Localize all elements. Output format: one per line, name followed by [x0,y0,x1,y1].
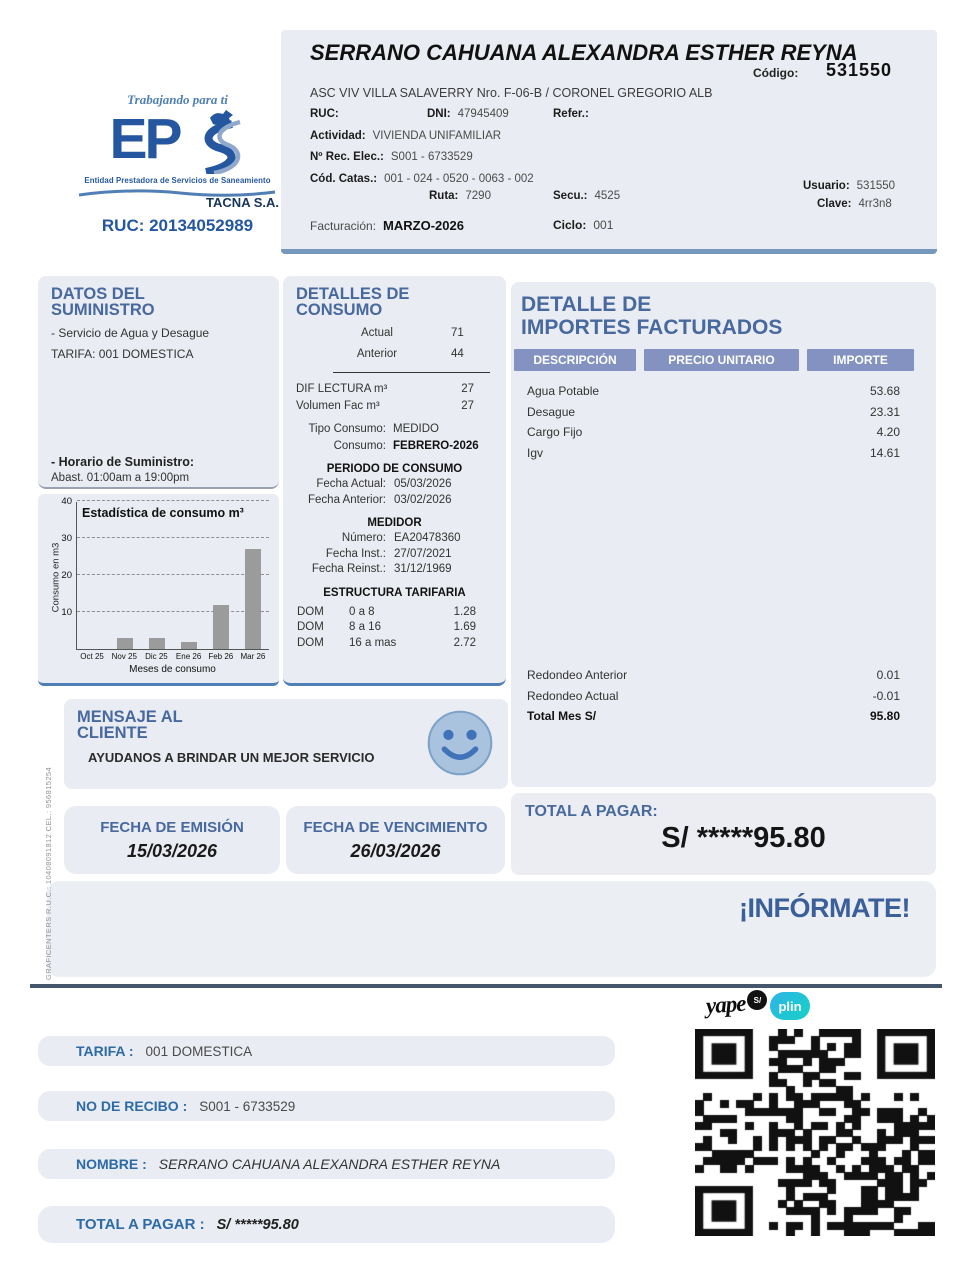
estructura-cell: 0 a 8 [349,605,375,618]
estructura-cell: DOM [297,621,324,634]
detalles-consumo-panel [283,276,506,686]
codigo-label: Código: [753,66,799,80]
payment-qr-code [695,1029,935,1236]
fecha-inst-row [283,547,506,563]
tipo-value: MEDIDO [393,423,439,436]
informate-panel [47,881,936,977]
fecha-anterior-value: 03/02/2026 [394,493,452,506]
stub-tarifa-label: TARIFA : [76,1043,134,1059]
importe-summary-label: Total Mes S/ [527,709,597,724]
secu-value: 4525 [594,190,621,202]
importe-summary-row [511,665,936,686]
datos-title-line1: DATOS DEL [51,285,145,303]
tipo-label: Tipo Consumo: [308,423,386,436]
consumo-label: Consumo: [333,440,386,453]
datos-title-line2: SUMINISTRO [51,300,155,319]
horario-label: - Horario de Suministro: [51,455,195,470]
estructura-cell: DOM [297,636,324,649]
ruc-label: RUC: [310,108,339,120]
printer-credit-vertical-text: GRAFICENTERS R.U.C.: 10408091812 CEL.: 956815254 [44,766,53,980]
consumo-mes-row [283,439,506,454]
chart-x-tick-label: Dic 25 [145,652,168,661]
chart-x-tick-label: Oct 25 [80,652,104,661]
field-refer [553,108,589,120]
chart-bar-slot [173,642,205,649]
anterior-label: Anterior [356,348,398,361]
catas-label: Cód. Catas.: [310,173,378,185]
lectura-divider [333,372,490,373]
secu-label: Secu.: [553,190,588,202]
estructura-cell: DOM [297,605,324,618]
stub-tarifa-row [38,1036,615,1066]
fecha-emision-value: 15/03/2026 [126,841,218,861]
fecha-anterior-label: Fecha Anterior: [308,493,386,506]
chart-bar-slot [141,638,173,649]
refer-label: Refer.: [553,108,589,120]
chart-bar [117,638,133,649]
chart-x-tick-label: Feb 26 [208,652,234,661]
tarifa-line: TARIFA: 001 DOMESTICA [51,347,194,362]
field-ruc [310,108,339,120]
estructura-cell: 1.28 [453,605,476,618]
importe-summary-label: Redondeo Anterior [527,668,628,683]
importe-summary-value: 0.01 [876,668,900,683]
yape-wordmark: yape [705,990,747,1019]
stub-tarifa-value: 001 DOMESTICA [145,1043,253,1059]
numero-value: EA20478360 [394,532,461,545]
estructura-cell: 8 a 16 [349,621,381,634]
fecha-emision-label: FECHA DE EMISIÓN [100,819,244,836]
smiley-face-icon [426,709,494,782]
chart-bars [77,549,269,649]
dif-value: 27 [461,383,474,396]
stub-recibo-row [38,1091,615,1121]
fecha-vencimiento-value: 26/03/2026 [350,841,441,861]
usuario-label: Usuario: [803,180,850,192]
stub-recibo-value: S001 - 6733529 [199,1098,296,1114]
vol-value: 27 [461,400,474,413]
codigo-value: 531550 [826,60,893,80]
field-secuencia [553,190,620,202]
importe-summary-row [511,706,936,727]
logo-company-name: TACNA S.A. [206,195,279,210]
col-header-precio-unitario: PRECIO UNITARIO [644,349,799,371]
periodo-title: PERIODO DE CONSUMO [326,463,463,476]
chart-bar-slot [109,638,141,649]
estructura-rows [283,605,506,652]
chart-y-axis-label: Consumo en m3 [50,542,62,613]
fecha-anterior-row [283,493,506,509]
lectura-actual-row [283,327,506,339]
consumo-value: FEBRERO-2026 [393,440,479,453]
stub-divider [30,984,942,988]
reinst-label: Fecha Reinst.: [311,563,386,576]
importes-column-headers [511,349,936,371]
total-pagar-value: S/ *****95.80 [661,822,826,854]
customer-name: SERRANO CAHUANA ALEXANDRA ESTHER REYNA [310,40,858,65]
chart-title: Estadística de consumo m³ [82,506,244,520]
importe-row [511,443,936,464]
chart-y-tick-label: 40 [61,496,72,507]
datos-suministro-panel [38,276,279,489]
water-swoosh-icon [180,110,246,179]
stub-recibo-label: NO DE RECIBO : [76,1098,188,1114]
estructura-cell: 16 a mas [349,636,397,649]
importe-label: Agua Potable [527,384,600,399]
fecha-vencimiento-label: FECHA DE VENCIMIENTO [303,819,488,836]
customer-address: ASC VIV VILLA SALAVERRY Nro. F-06-B / CORONEL GREGORIO ALB [310,86,713,100]
stub-nombre-value: SERRANO CAHUANA ALEXANDRA ESTHER REYNA [158,1156,501,1172]
importes-facturados-panel [511,282,936,787]
mensaje-texto: AYUDANOS A BRINDAR UN MEJOR SERVICIO [88,750,375,766]
stub-total-label: TOTAL A PAGAR : [76,1216,205,1233]
numero-label: Número: [341,532,386,545]
anterior-value: 44 [451,348,464,361]
facturacion-value: MARZO-2026 [383,218,464,233]
importe-summary-value: -0.01 [872,688,900,703]
chart-y-tick-label: 10 [61,607,72,618]
fecha-emision-panel [64,806,280,874]
importe-label: Cargo Fijo [527,425,583,440]
estructura-title: ESTRUCTURA TARIFARIA [323,586,466,599]
fecha-actual-row [283,477,506,493]
consumo-title [283,276,506,318]
chart-bar-slot [237,549,269,649]
logo-brand [70,107,285,174]
rec-elec-value: S001 - 6733529 [390,151,473,163]
fecha-actual-value: 05/03/2026 [394,478,452,491]
dif-label: DIF LECTURA m³ [296,383,388,396]
lectura-anterior-row [283,348,506,360]
importe-row [511,402,936,423]
fecha-actual-label: Fecha Actual: [316,478,386,491]
usuario-value: 531550 [856,180,896,192]
dni-label: DNI: [427,108,451,120]
actual-label: Actual [361,327,393,340]
actual-value: 71 [451,327,464,340]
inst-label: Fecha Inst.: [325,547,386,560]
mensaje-title-line2: CLIENTE [77,723,148,742]
fecha-vencimiento-panel [286,806,505,874]
rec-elec-label: Nº Rec. Elec.: [310,151,384,163]
facturacion-label: Facturación: [310,219,377,233]
yape-soles-icon: S/ [747,990,767,1010]
ciclo-value: 001 [593,218,614,232]
chart-x-tick-labels [76,652,269,661]
consumption-chart-panel [38,494,279,686]
volumen-fac-row [283,398,506,415]
chart-gridline [77,500,269,501]
mensaje-title-line1: MENSAJE AL [77,708,183,726]
datos-suministro-title [38,276,279,318]
estructura-row [283,636,506,652]
importe-summary-row [511,686,936,707]
chart-y-tick-label: 20 [61,570,72,581]
importes-title-line2: IMPORTES FACTURADOS [521,315,783,339]
chart-x-tick-label: Nov 25 [111,652,137,661]
field-ciclo [553,218,613,232]
field-usuario [803,180,895,192]
chart-y-tick-label: 30 [61,533,72,544]
importe-label: Igv [527,445,544,460]
account-header-panel [281,30,937,254]
field-facturacion [310,218,464,233]
importe-summary-value: 95.80 [869,709,900,724]
estructura-row [283,605,506,621]
importe-value: 23.31 [869,404,900,419]
chart-x-axis-label: Meses de consumo [129,664,216,675]
field-actividad [310,130,501,142]
field-clave [817,198,892,210]
field-dni [427,108,509,120]
clave-value: 4rr3n8 [858,198,892,210]
medidor-title: MEDIDOR [367,517,422,530]
logo-tagline: Trabajando para ti [127,92,228,107]
importes-summary-rows [511,665,936,727]
field-recibo-electronico [310,151,473,163]
fecha-reinst-row [283,562,506,578]
stub-total-value: S/ *****95.80 [216,1216,299,1233]
reinst-value: 31/12/1969 [394,563,452,576]
actividad-label: Actividad: [310,130,366,142]
importes-rows [511,381,936,463]
chart-bar [181,642,197,649]
importe-row [511,422,936,443]
chart-bar [213,605,229,649]
importe-label: Desague [527,404,576,419]
informate-text: ¡INFÓRMATE! [739,893,910,923]
servicio-line: - Servicio de Agua y Desague [51,326,210,341]
inst-value: 27/07/2021 [394,547,452,560]
estructura-cell: 1.69 [453,621,476,634]
logo-letters: EP [109,107,180,171]
importe-value: 53.68 [869,384,900,399]
stub-nombre-label: NOMBRE : [76,1156,147,1172]
chart-x-tick-label: Ene 26 [175,652,202,661]
importes-title [511,282,936,349]
ruta-label: Ruta: [429,190,459,202]
importe-value: 4.20 [876,425,900,440]
vol-label: Volumen Fac m³ [296,400,380,413]
col-header-descripcion: DESCRIPCIÓN [514,349,636,371]
actividad-value: VIVIENDA UNIFAMILIAR [372,130,502,142]
logo-ruc: RUC: 20134052989 [101,216,254,235]
plin-logo: plin [770,992,810,1020]
tipo-consumo-row [283,422,506,437]
chart-gridline [77,537,269,538]
chart-plot-area [76,502,269,650]
chart-x-tick-label: Mar 26 [240,652,266,661]
stub-total-row [38,1206,615,1243]
importe-row [511,381,936,402]
estructura-cell: 2.72 [453,636,476,649]
chart-bar-slot [205,605,237,649]
horario-value: Abast. 01:00am a 19:00pm [51,472,190,485]
ruta-value: 7290 [465,190,491,202]
eps-logo [70,92,285,236]
field-codigo-catastral [310,173,534,185]
ciclo-label: Ciclo: [553,218,587,232]
importes-title-line1: DETALLE DE [521,293,652,316]
medidor-numero-row [283,531,506,547]
total-pagar-panel [511,793,936,875]
col-header-importe: IMPORTE [807,349,914,371]
mensaje-cliente-panel [64,699,508,789]
estructura-row [283,620,506,636]
chart-bar [245,549,261,649]
consumo-title-line2: CONSUMO [296,300,383,319]
logo-subtitle: Entidad Prestadora de Servicios de Saneamiento [84,176,271,185]
chart-bar [149,638,165,649]
yape-logo [706,992,767,1018]
dif-lectura-row [283,381,506,398]
consumo-title-line1: DETALLES DE [296,285,410,303]
catas-value: 001 - 024 - 0520 - 0063 - 002 [384,173,534,185]
importe-summary-label: Redondeo Actual [527,688,619,703]
importe-value: 14.61 [869,445,900,460]
dni-value: 47945409 [457,108,509,120]
field-ruta [429,190,491,202]
total-pagar-label: TOTAL A PAGAR: [525,803,658,820]
stub-nombre-row [38,1149,615,1179]
clave-label: Clave: [817,198,852,210]
